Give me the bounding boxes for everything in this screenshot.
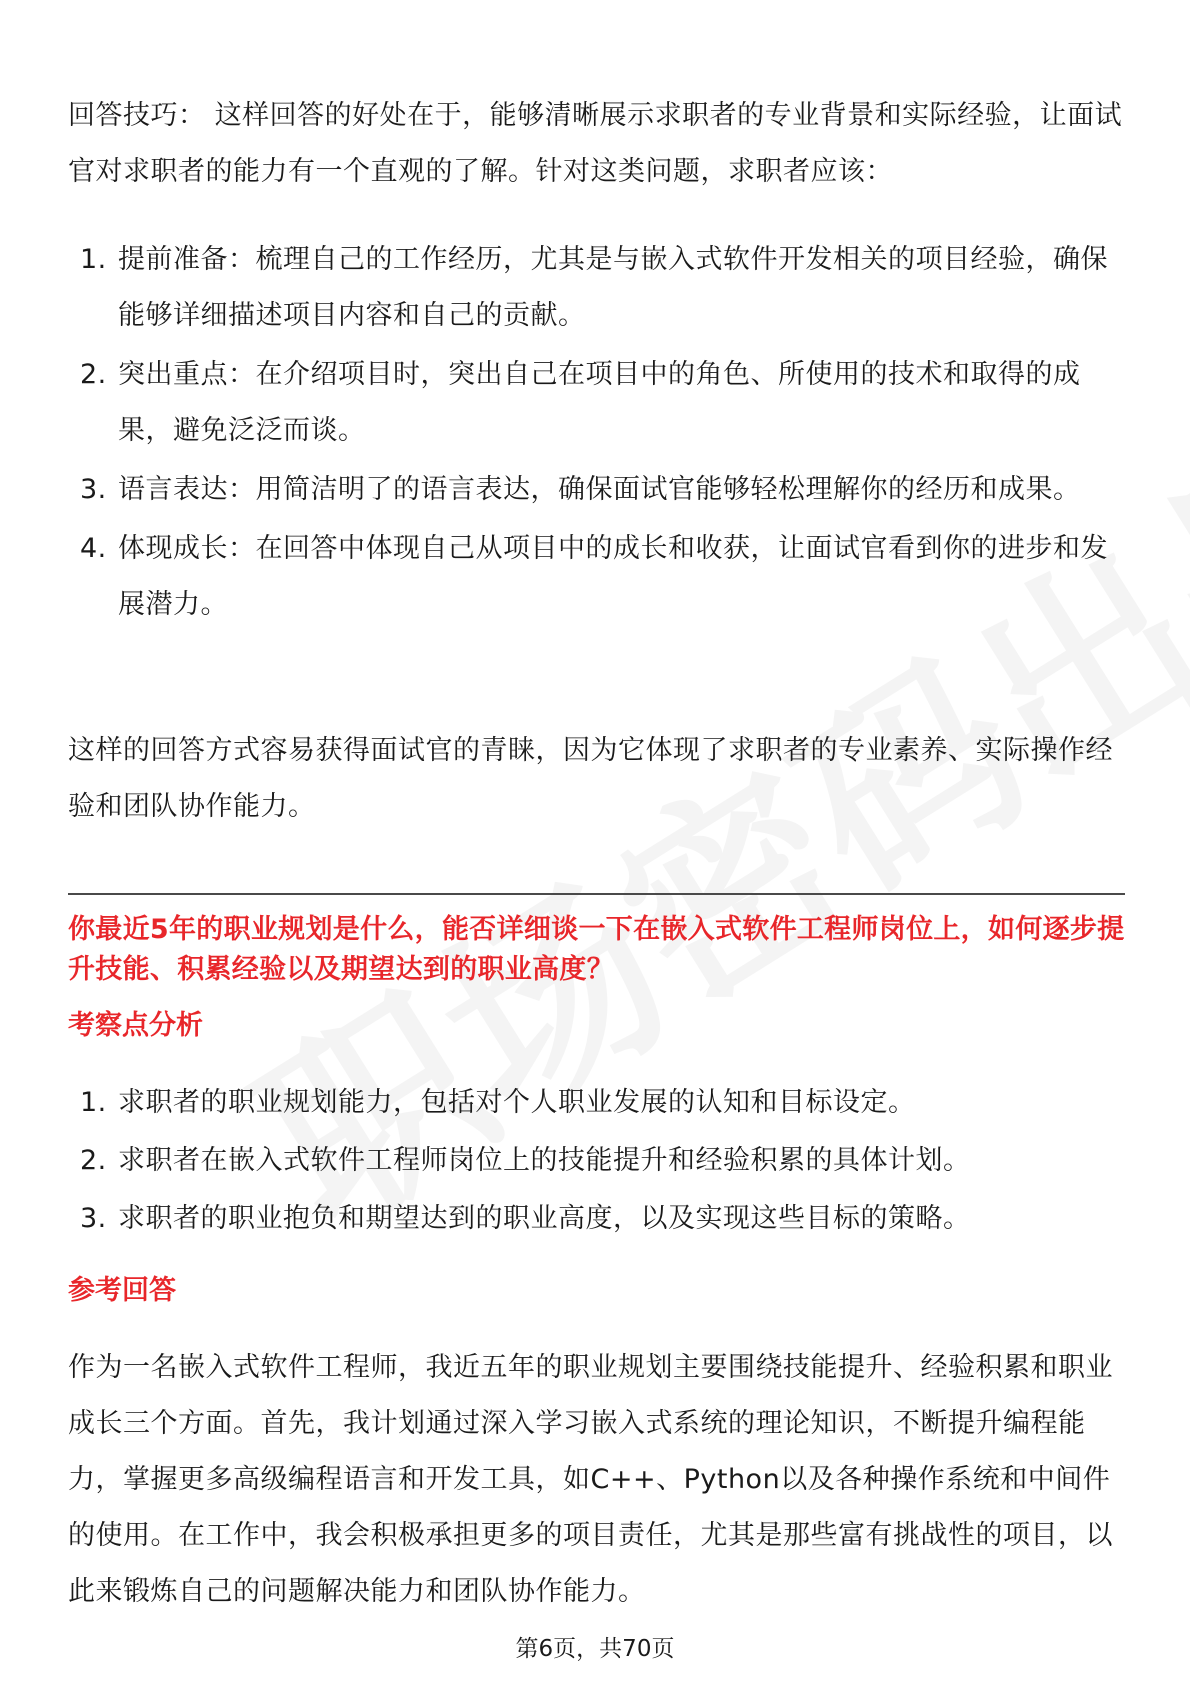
- list-item: [68, 347, 1108, 459]
- list-item-text: 求职者在嵌入式软件工程师岗位上的技能提升和经验积累的具体计划。: [118, 1145, 971, 1176]
- analysis-heading: 考察点分析: [68, 1010, 203, 1041]
- list-item: [68, 1075, 1108, 1131]
- list-number: 3.: [80, 1203, 107, 1234]
- list-item: [68, 1133, 1108, 1189]
- question-title: 你最近5年的职业规划是什么，能否详细谈一下在嵌入式软件工程师岗位上，如何逐步提升技能、积累经验以及期望达到的职业高度？: [68, 914, 1125, 985]
- list-number: 3.: [80, 474, 107, 505]
- summary-paragraph: 这样的回答方式容易获得面试官的青睐，因为它体现了求职者的专业素养、实际操作经验和团队协作能力。: [68, 735, 1113, 822]
- reference-answer-paragraph: 作为一名嵌入式软件工程师，我近五年的职业规划主要围绕技能提升、经验积累和职业成长三个方面。首先，我计划通过深入学习嵌入式系统的理论知识，不断提升编程能力，掌握更多高级编程语言和开发工具，如C++、Python以及各种操作系统和中间件的使用。在工作中，我会积极承担更多的项目责任，尤其是那些富有挑战性的项目，以此来锻炼自己的问题解决能力和团队协作能力。: [68, 1352, 1113, 1607]
- list-number: 2.: [80, 1145, 107, 1176]
- page-number-footer: 第6页，共70页: [515, 1636, 675, 1662]
- list-number: 4.: [80, 533, 107, 564]
- list-number: 1.: [80, 1087, 107, 1118]
- list-item-text: 求职者的职业抱负和期望达到的职业高度，以及实现这些目标的策略。: [118, 1203, 971, 1234]
- list-item-text: 突出重点：在介绍项目时，突出自己在项目中的角色、所使用的技术和取得的成果，避免泛泛而谈。: [118, 359, 1081, 446]
- list-item: [68, 462, 1108, 518]
- list-item-text: 语言表达：用简洁明了的语言表达，确保面试官能够轻松理解你的经历和成果。: [118, 474, 1081, 505]
- answer-tip-paragraph: 回答技巧： 这样回答的好处在于，能够清晰展示求职者的专业背景和实际经验，让面试官对求职者的能力有一个直观的了解。针对这类问题，求职者应该：: [68, 100, 1123, 187]
- list-item: [68, 232, 1108, 344]
- tips-list: [68, 232, 1108, 636]
- list-number: 2.: [80, 359, 107, 390]
- reference-answer-heading: 参考回答: [68, 1275, 176, 1306]
- list-item-text: 提前准备：梳理自己的工作经历，尤其是与嵌入式软件开发相关的项目经验，确保能够详细描述项目内容和自己的贡献。: [118, 244, 1108, 331]
- section-divider: [68, 893, 1125, 895]
- list-item-text: 求职者的职业规划能力，包括对个人职业发展的认知和目标设定。: [118, 1087, 916, 1118]
- list-number: 1.: [80, 244, 107, 275]
- analysis-list: [68, 1075, 1108, 1249]
- list-item-text: 体现成长：在回答中体现自己从项目中的成长和收获，让面试官看到你的进步和发展潜力。: [118, 533, 1108, 620]
- list-item: [68, 1191, 1108, 1247]
- list-item: [68, 521, 1108, 633]
